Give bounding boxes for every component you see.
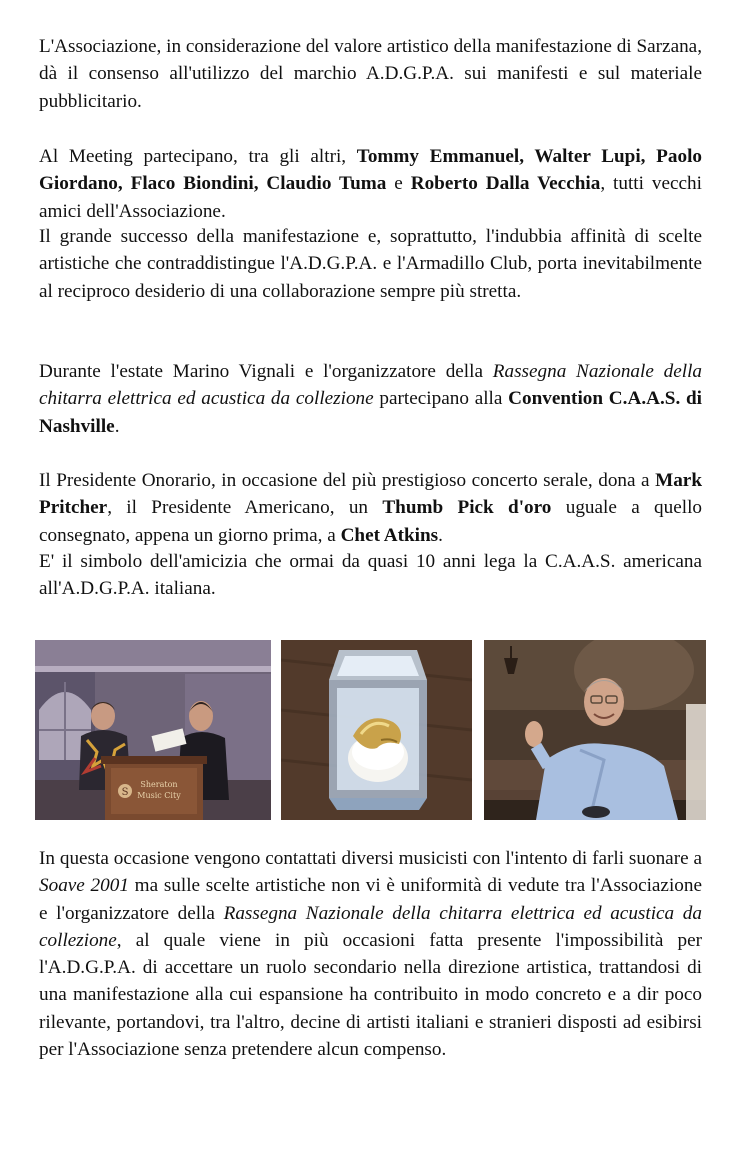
podium-label-line2: Music City — [137, 791, 181, 800]
italic-rassegna: Rassegna Nazionale della chitarra elettrica ed acustica da collezione — [39, 902, 702, 951]
text-span: Il grande successo della manifestazione e, soprattutto, l'indubbia affinità di scelte artistiche che contraddistingue l'A.D.G.P.A. e l'Armadillo Club, porta inevitabilmente al reciproco desiderio di una collaborazione sempre più stretta. — [39, 226, 702, 302]
text-span: , il Presidente Americano, un — [107, 497, 383, 519]
italic-rassegna: Rassegna Nazionale della chitarra elettrica ed acustica da collezione — [39, 361, 702, 410]
paragraph-soave-2001 — [39, 845, 702, 1063]
text-span: Al Meeting partecipano, tra gli altri, — [39, 146, 357, 167]
podium-label-line1: Sheraton — [140, 780, 178, 789]
paragraph-collaboration — [39, 223, 702, 305]
text-span: . — [438, 524, 443, 546]
paragraph-meeting-participants — [39, 143, 702, 225]
italic-soave: Soave 2001 — [39, 875, 129, 897]
svg-text:S: S — [121, 787, 129, 798]
bold-thumb-pick: Thumb Pick d'oro — [382, 497, 552, 519]
bold-convention: Convention C.A.A.S. di Nashville — [39, 388, 702, 437]
text-span: , al quale viene in più occasioni fatta presente l'impossibilità per l'A.D.G.P.A. di accettare un ruolo secondario nella direzione artistica, trattandosi di una manifestazione alla cui espansione ha contribuito in modo concreto e a dir poco rilevante, portandovi, tra l'altro, decine di artisti italiani e stranieri disposti ad esibirsi per l'Associazione senza pretendere alcun compenso. — [39, 929, 702, 1061]
bold-mark-pritcher: Mark Pritcher — [39, 470, 702, 519]
text-span: . — [114, 415, 120, 437]
text-span: partecipano alla — [373, 388, 509, 410]
text-span: In questa occasione vengono contattati diversi musicisti con l'intento di farli suonare a — [39, 848, 702, 869]
photo-thumb-pick — [281, 640, 472, 820]
paragraph-thumb-pick — [39, 467, 702, 549]
text-span: , tutti vecchi amici dell'Associazione. — [39, 173, 702, 222]
text-span: ma sulle scelte artistiche non vi è uniformità di vedute tra l'Associazione e l'organizzatore della — [39, 875, 702, 924]
photo-podium — [35, 640, 271, 820]
paragraph-adgpa-consent — [39, 33, 702, 115]
photo-chet-atkins — [484, 640, 706, 820]
paragraph-friendship-symbol — [39, 548, 702, 603]
text-span: Il Presidente Onorario, in occasione del più prestigioso concerto serale, dona a — [39, 470, 656, 491]
bold-names: Tommy Emmanuel, Walter Lupi, Paolo Giordano, Flaco Biondini, Claudio Tuma — [39, 146, 703, 195]
text-span: uguale a quello consegnato, appena un giorno prima, a — [39, 497, 702, 546]
text-span: E' il simbolo dell'amicizia che ormai da quasi 10 anni lega la C.A.A.S. americana all'A.D.G.P.A. italiana. — [39, 551, 702, 600]
bold-name: Roberto Dalla Vecchia — [410, 173, 601, 195]
paragraph-nashville-convention — [39, 358, 702, 440]
text-span: Durante l'estate Marino Vignali e l'organizzatore della — [39, 361, 493, 382]
text-span: e — [386, 173, 411, 195]
text-span: L'Associazione, in considerazione del valore artistico della manifestazione di Sarzana, dà il consenso all'utilizzo del marchio A.D.G.P.A. sui manifesti e sul materiale pubblicitario. — [39, 36, 702, 112]
bold-chet-atkins: Chet Atkins — [340, 524, 439, 546]
